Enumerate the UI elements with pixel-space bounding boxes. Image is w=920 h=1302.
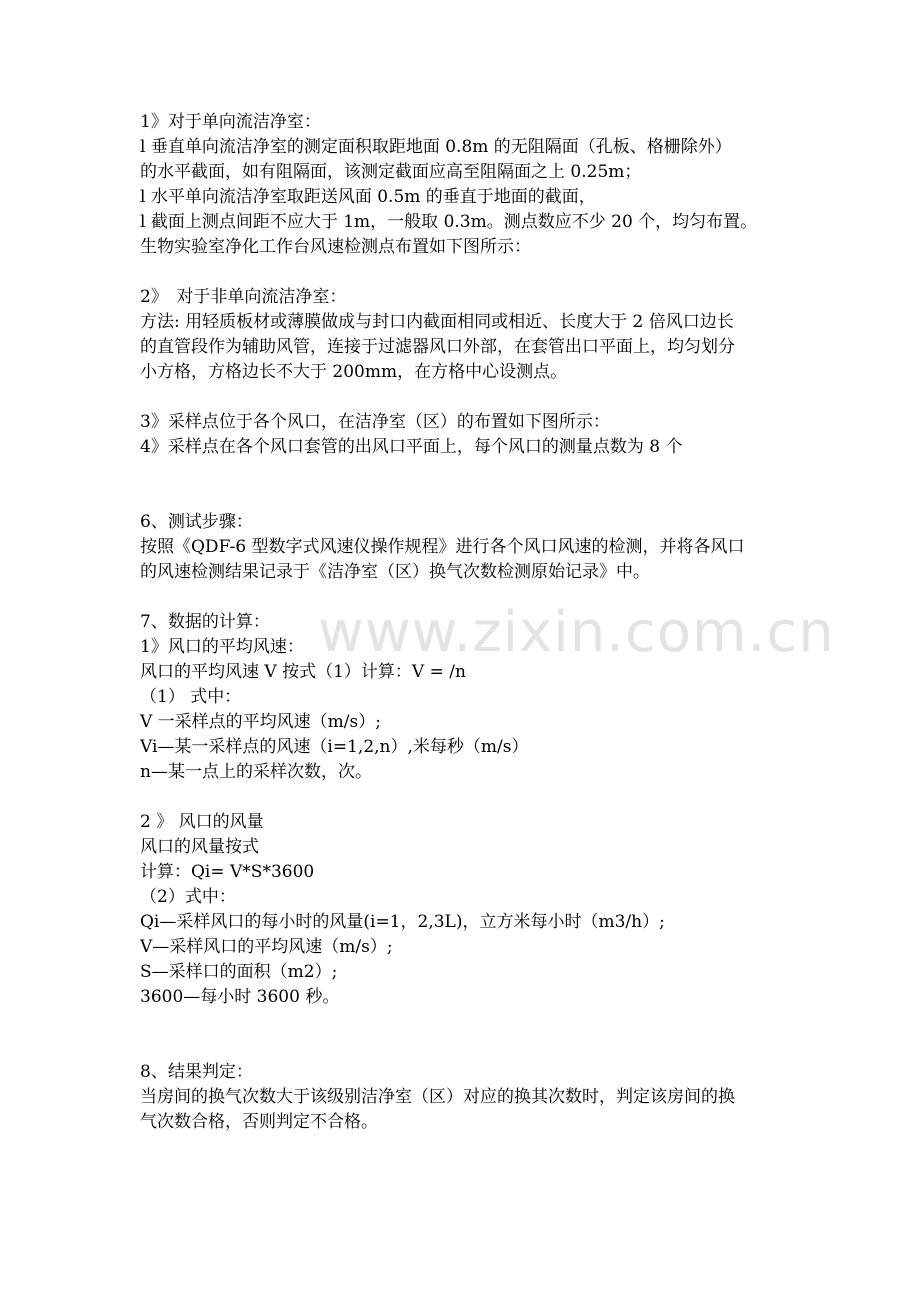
section-volume-title: 2 》 风口的风量 [140, 812, 264, 832]
spacer [140, 585, 790, 610]
text-line: 1》风口的平均风速： [140, 637, 304, 657]
text-line: Qi—采样风口的每小时的风量(i=1，2,3L)，立方米每小时（m3/h）; [140, 912, 665, 932]
section-nonsingle-title: 2》 对于非单向流洁净室： [140, 287, 347, 307]
spacer [140, 260, 790, 285]
text-line: 方法: 用轻质板材或薄膜做成与封口内截面相同或相近、长度大于 2 倍风口边长 [140, 312, 734, 332]
text-line: Vi—某一采样点的风速（i=1,2,n）,米每秒（m/s） [140, 737, 529, 757]
text-line: 的直管段作为辅助风管，连接于过滤器风口外部，在套管出口平面上，均匀划分 [140, 337, 735, 357]
text-line: 3》采样点位于各个风口，在洁净室（区）的布置如下图所示： [140, 412, 610, 432]
text-line: 生物实验室净化工作台风速检测点布置如下图所示： [140, 237, 531, 257]
spacer [140, 385, 790, 410]
text-line: （1） 式中： [140, 687, 242, 707]
text-line: l 截面上测点间距不应大于 1m，一般取 0.3m。测点数应不少 20 个，均匀布置。 [140, 212, 758, 232]
text-line: S—采样口的面积（m2）; [140, 962, 338, 982]
text-line: V—采样风口的平均风速（m/s）; [140, 937, 393, 957]
text-line: （2）式中： [140, 887, 236, 907]
text-line: 3600—每小时 3600 秒。 [140, 987, 340, 1007]
section-steps-title: 6、测试步骤： [140, 512, 253, 532]
text-line: 计算：Qi= V*S*3600 [140, 862, 315, 882]
text-line: 的风速检测结果记录于《洁净室（区）换气次数检测原始记录》中。 [140, 562, 650, 582]
text-line: 风口的风量按式 [140, 837, 259, 857]
text-line: 4》采样点在各个风口套管的出风口平面上，每个风口的测量点数为 8 个 [140, 437, 683, 457]
spacer [140, 460, 790, 510]
section-calc-title: 7、数据的计算： [140, 612, 270, 632]
text-line: 小方格，方格边长不大于 200mm，在方格中心设测点。 [140, 362, 568, 382]
text-line: n—某一点上的采样次数，次。 [140, 762, 372, 782]
document-body [140, 110, 790, 1135]
spacer [140, 785, 790, 810]
section-judge-title: 8、结果判定： [140, 1062, 253, 1082]
watermark: www.zixin.com.cn [318, 600, 835, 665]
text-line: 的水平截面，如有阻隔面，该测定截面应高至阻隔面之上 0.25m； [140, 162, 642, 182]
text-line: 风口的平均风速 V 按式（1）计算：V = /n [140, 662, 466, 682]
text-line: l 垂直单向流洁净室的测定面积取距地面 0.8m 的无阻隔面（孔板、格栅除外） [140, 137, 732, 157]
text-line: V 一采样点的平均风速（m/s）; [140, 712, 381, 732]
text-line: l 水平单向流洁净室取距送风面 0.5m 的垂直于地面的截面， [140, 187, 596, 207]
text-line: 按照《QDF-6 型数字式风速仪操作规程》进行各个风口风速的检测，并将各风口 [140, 537, 745, 557]
spacer [140, 1010, 790, 1060]
section-single-title: 1》对于单向流洁净室： [140, 112, 321, 132]
text-line: 当房间的换气次数大于该级别洁净室（区）对应的换其次数时，判定该房间的换 [140, 1087, 735, 1107]
text-line: 气次数合格，否则判定不合格。 [140, 1112, 378, 1132]
